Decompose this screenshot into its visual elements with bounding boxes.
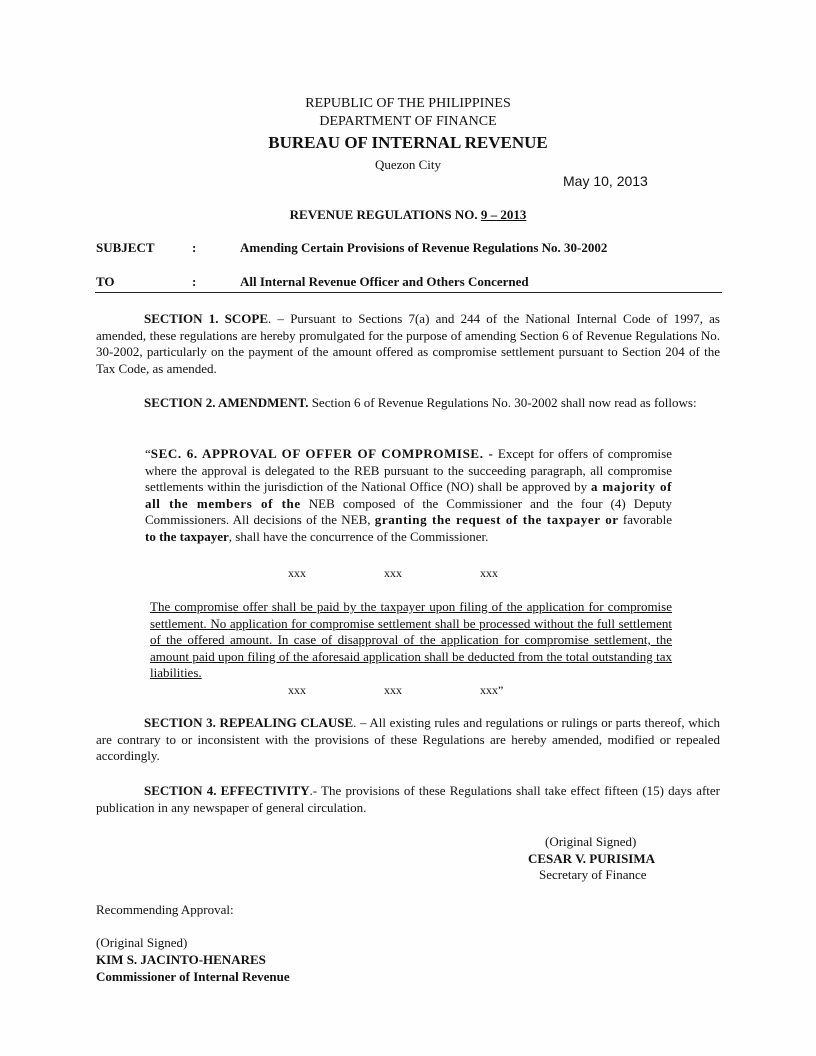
header-divider [95, 292, 722, 293]
xxx-marker: xxx [288, 566, 306, 580]
to-label: TO [96, 274, 115, 289]
recommending-signed: (Original Signed) [96, 935, 188, 950]
section-4-heading: SECTION 4. EFFECTIVITY [144, 783, 310, 798]
quote-bold-2: granting the request of the taxpayer or [374, 512, 619, 527]
section-3-text: . – All existing rules and regulations or rulings or parts thereof, which are contrary to or inconsistent with the provisions of these Regulations are hereby amended, modified or repealed accordingly. [96, 715, 720, 763]
quote-text-4: , shall have the concurrence of the Commissioner. [228, 528, 489, 544]
xxx-marker: xxx” [480, 683, 504, 697]
section-3-paragraph [96, 715, 720, 765]
underlined-amendment: The compromise offer shall be paid by the taxpayer upon filing of the application for compromise settlement. No application for compromise settlement shall be processed without the full settlement of the offered amount. In case of disapproval of the application for compromise settlement, the amount paid upon filing of the aforesaid application shall be deducted from the total outstanding tax liabilities. [150, 599, 672, 680]
recommending-title: Commissioner of Internal Revenue [96, 969, 290, 984]
republic-line: REPUBLIC OF THE PHILIPPINES [305, 96, 511, 111]
signatory-signed: (Original Signed) [545, 834, 637, 849]
section-1-paragraph [96, 311, 720, 377]
quote-bold-1: a majority of all the members of the [145, 479, 673, 511]
quote-bold-3: to the taxpayer [145, 528, 229, 544]
quote-text-3: favorable [618, 512, 672, 527]
bureau-title: BUREAU OF INTERNAL REVENUE [268, 133, 548, 152]
to-colon: : [192, 274, 197, 289]
xxx-marker: xxx [480, 566, 498, 580]
signatory-name: CESAR V. PURISIMA [528, 851, 656, 866]
document-date: May 10, 2013 [563, 173, 648, 189]
section-2-paragraph [96, 395, 720, 412]
section-4-paragraph [96, 783, 720, 816]
department-line: DEPARTMENT OF FINANCE [319, 114, 497, 129]
recommending-label: Recommending Approval: [96, 902, 234, 917]
xxx-marker: xxx [384, 566, 402, 580]
subject-value: Amending Certain Provisions of Revenue Regulations No. 30-2002 [240, 240, 608, 255]
section-4-text: .- The provisions of these Regulations shall take effect fifteen (15) days after publication in any newspaper of general circulation. [96, 783, 720, 815]
to-value: All Internal Revenue Officer and Others Concerned [240, 274, 529, 289]
xxx-marker: xxx [384, 683, 402, 697]
recommending-name: KIM S. JACINTO-HENARES [96, 952, 266, 967]
regulation-number-value: 9 – 2013 [480, 207, 527, 222]
subject-label: SUBJECT [96, 240, 155, 255]
quote-heading: SEC. 6. APPROVAL OF OFFER OF COMPROMISE. - [150, 446, 494, 461]
section-1-heading: SECTION 1. SCOPE [144, 311, 269, 326]
subject-colon: : [192, 240, 197, 255]
regulation-prefix: REVENUE REGULATIONS NO. [289, 207, 481, 222]
city-line: Quezon City [374, 157, 442, 172]
section-2-text: Section 6 of Revenue Regulations No. 30-2002 shall now read as follows: [308, 395, 697, 410]
quote-text-1: Except for offers of compromise where the approval is delegated to the REB pursuant to the succeeding paragraph, all compromise settlements within the jurisdiction of the National Office (NO) shall be approved by [145, 446, 672, 494]
regulation-number [0, 207, 816, 223]
signatory-title: Secretary of Finance [539, 867, 647, 882]
quoted-section-6 [145, 446, 672, 545]
open-quote: “ [145, 446, 151, 461]
quote-text-2: NEB composed of the Commissioner and the four (4) Deputy Commissioners. All decisions of the NEB, [145, 495, 672, 527]
section-3-heading: SECTION 3. REPEALING CLAUSE [144, 715, 354, 730]
section-1-text: . – Pursuant to Sections 7(a) and 244 of the National Internal Code of 1997, as amended, these regulations are hereby promulgated for the purpose of amending Section 6 of Revenue Regulations No. 30-2002, particularly on the payment of the amount offered as compromise settlement pursuant to Section 204 of the Tax Code, as amended. [96, 311, 720, 376]
xxx-marker: xxx [288, 683, 306, 697]
section-2-heading: SECTION 2. AMENDMENT. [144, 395, 309, 410]
